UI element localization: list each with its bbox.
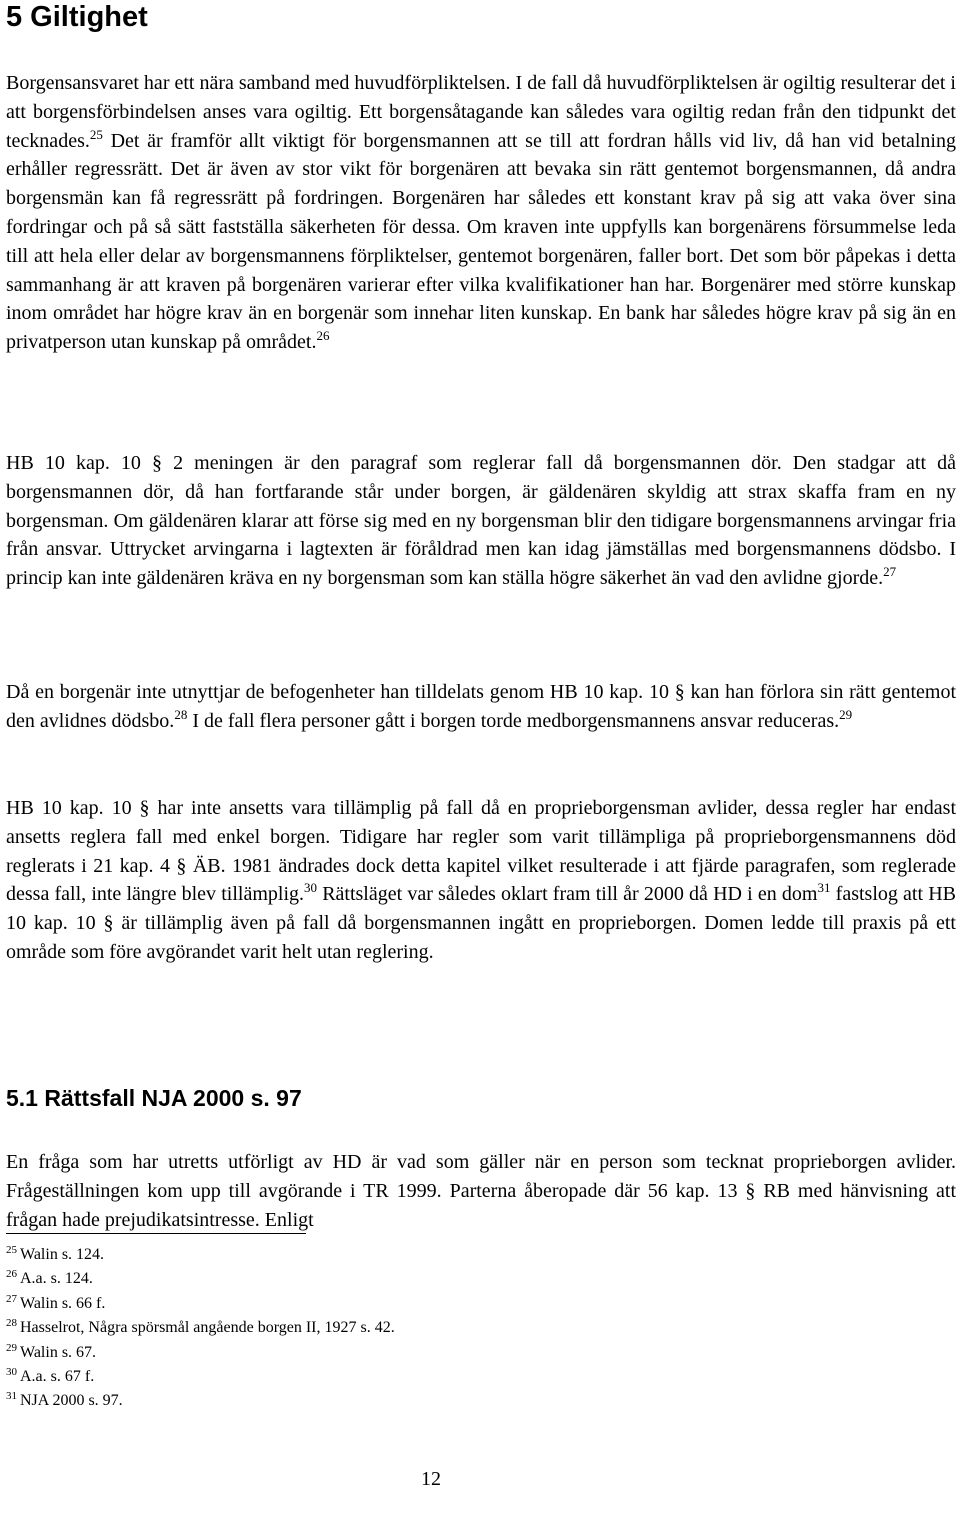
paragraph-3 (6, 678, 956, 736)
paragraph-1 (6, 69, 956, 357)
footnote-number: 30 (6, 1366, 17, 1379)
footnote-ref: 31 (817, 880, 831, 896)
paragraph-text: HB 10 kap. 10 § 2 meningen är den paragraf som reglerar fall då borgensmannen dör. Den stadgar att då borgensmannen dör, då han fortfarande står under borgen, är gäldenären skyldig att strax skaffa fram en ny borgensman. Om gäldenären klarar att förse sig med en ny borgensman blir den tidigare borgensmannens arvingar fria från ansvar. Uttrycket arvingarna i lagtexten är föråldrad men kan idag jämställas med borgensmannens dödsbo. I princip kan inte gäldenären kräva en ny borgensman som kan ställa högre säkerhet än vad den avlidne gjorde. (6, 452, 956, 590)
paragraph-5 (6, 1148, 956, 1234)
section-heading: 5 Giltighet (6, 1, 148, 33)
paragraph-text: fastslog att HB 10 kap. 10 § är tillämplig även på fall då borgensmannen ingått en proprieborgen. Domen ledde till praxis på ett område som före avgörandet varit helt utan reglering. (6, 883, 956, 963)
paragraph-text: Borgensansvaret har ett nära samband med huvudförpliktelsen. I de fall då huvudförpliktelsen är ogiltig resulterar det i att borgensförbindelsen anses vara ogiltig. Ett borgensåtagande kan således vara ogiltig redan från den tidpunkt det tecknades. (6, 72, 956, 152)
footnote-text: Walin s. 124. (20, 1246, 105, 1263)
page-number: 12 (421, 1468, 441, 1490)
footnote-number: 26 (6, 1268, 17, 1281)
paragraph-text: Det är framför allt viktigt för borgensmannen att se till att fordran hålls vid liv, då han vid betalning erhåller regressrätt. Det är även av stor vikt för borgenären att bevaka sin rätt gentemot borgensmannen, då andra borgensmän kan få regressrätt på fordringen. Borgenären har således ett konstant krav på sig att vaka över sina fordringar och på så sätt fastställa säkerheten för dessa. Om kraven inte uppfylls kan borgenärens försummelse leda till att hela eller delar av borgensmannens förpliktelser, gentemot borgenären, faller bort. Det som bör påpekas i detta sammanhang är att kraven på borgenären varierar efter vilka kvalifikationer han har. Borgenärer med större kunskap inom området har högre krav än en borgenär som innehar liten kunskap. En bank har således högre krav på sig än en privatperson utan kunskap på området. (6, 129, 956, 354)
footnote-text: A.a. s. 124. (20, 1270, 93, 1288)
footnote-number: 27 (6, 1292, 17, 1305)
footnote-ref: 30 (304, 880, 318, 896)
footnote-item (6, 1341, 395, 1365)
footnote-text: Walin s. 66 f. (20, 1294, 106, 1312)
footnote-number: 31 (6, 1390, 17, 1403)
footnote-ref: 27 (883, 564, 897, 580)
paragraph-4 (6, 794, 956, 967)
footnote-separator (6, 1233, 306, 1234)
footnote-text: A.a. s. 67 f. (20, 1368, 95, 1386)
paragraph-2 (6, 449, 956, 593)
footnote-ref: 25 (89, 126, 103, 142)
footnote-ref: 29 (839, 706, 853, 722)
footnotes-list (6, 1243, 395, 1414)
footnote-number: 25 (6, 1244, 17, 1256)
footnote-ref: 26 (316, 328, 330, 344)
footnote-item (6, 1316, 395, 1340)
paragraph-text: Då en borgenär inte utnyttjar de befogenheter han tilldelats genom HB 10 kap. 10 § kan han förlora sin rätt gentemot den avlidnes dödsbo. (6, 681, 956, 732)
footnote-item (6, 1267, 395, 1291)
paragraph-text: HB 10 kap. 10 § har inte ansetts vara tillämplig på fall då en proprieborgensman avlider, dessa regler har endast ansetts reglera fall med enkel borgen. Tidigare har regler som varit tillämpliga på proprieborgensmannens död reglerats i 21 kap. 4 § ÄB. 1981 ändrades dock detta kapitel vilket resulterade i att fjärde paragrafen, som reglerade dessa fall, inte längre blev tillämplig. (6, 797, 956, 906)
footnote-text: NJA 2000 s. 97. (20, 1392, 123, 1410)
footnote-ref: 28 (174, 706, 188, 722)
footnote-text: Walin s. 67. (20, 1343, 97, 1361)
footnote-number: 28 (6, 1317, 17, 1330)
footnote-text: Hasselrot, Några spörsmål angående borgen II, 1927 s. 42. (20, 1319, 395, 1337)
paragraph-text: Rättsläget var således oklart fram till år 2000 då HD i en dom (317, 883, 818, 906)
footnote-item (6, 1389, 395, 1413)
paragraph-text: En fråga som har utretts utförligt av HD är vad som gäller när en person som tecknat proprieborgen avlider. Frågeställningen kom upp till avgörande i TR 1999. Parterna åberopade där 56 kap. 13 § RB med hänvisning att frågan hade prejudikatsintresse. Enligt (6, 1151, 956, 1231)
footnote-number: 29 (6, 1341, 17, 1354)
footnote-item (6, 1292, 395, 1316)
subsection-heading: 5.1 Rättsfall NJA 2000 s. 97 (6, 1085, 302, 1111)
footnote-item (6, 1243, 395, 1267)
footnote-item (6, 1365, 395, 1389)
paragraph-text: I de fall flera personer gått i borgen torde medborgensmannens ansvar reduceras. (187, 709, 840, 732)
